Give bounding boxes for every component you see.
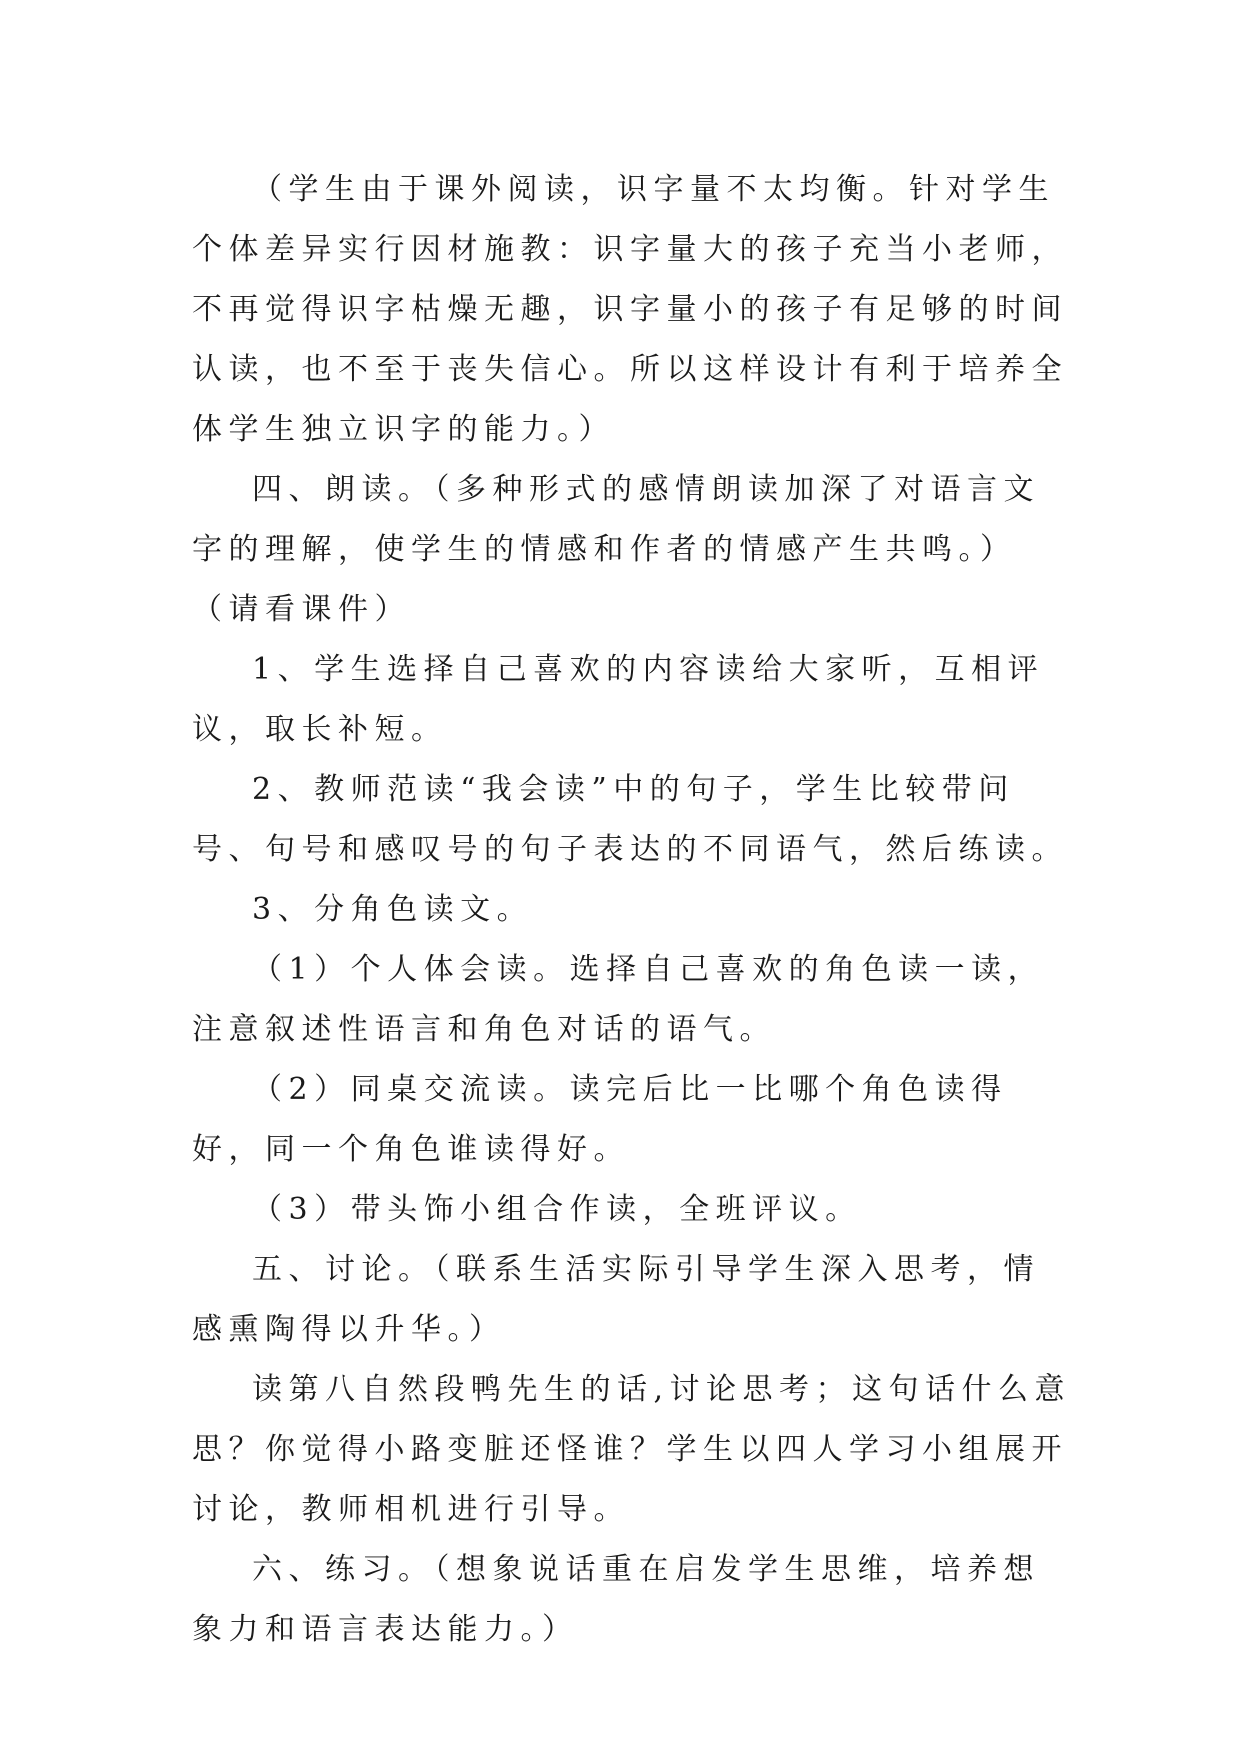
paragraph-substep-1: （1）个人体会读。选择自己喜欢的角色读一读，注意叙述性语言和角色对话的语气。: [192, 952, 1045, 1047]
paragraph-substep-3: （3）带头饰小组合作读，全班评议。: [252, 1192, 862, 1227]
paragraph-section-discussion: 五、讨论。（联系生活实际引导学生深入思考，情感熏陶得以升华。）: [192, 1252, 1040, 1347]
document-body: [192, 160, 1072, 1660]
paragraph-section-practice: 六、练习。（想象说话重在启发学生思维，培养想象力和语言表达能力。）: [192, 1552, 1040, 1647]
paragraph-section-reading-aloud: 四、朗读。（多种形式的感情朗读加深了对语言文字的理解，使学生的情感和作者的情感产生共鸣。）（请看课件）: [192, 472, 1040, 627]
paragraph-step-2: 2、教师范读“我会读”中的句子，学生比较带问号、句号和感叹号的句子表达的不同语气，然后练读。: [192, 772, 1068, 867]
paragraph-note-literacy: （学生由于课外阅读，识字量不太均衡。针对学生个体差异实行因材施教：识字量大的孩子充当小老师，不再觉得识字枯燥无趣，识字量小的孩子有足够的时间认读，也不至于丧失信心。所以这样设计有利于培养全体学生独立识字的能力。）: [192, 172, 1068, 447]
paragraph-step-1: 1、学生选择自己喜欢的内容读给大家听，互相评议，取长补短。: [192, 652, 1045, 747]
paragraph-step-3: 3、分角色读文。: [252, 892, 534, 927]
paragraph-substep-2: （2）同桌交流读。读完后比一比哪个角色读得好，同一个角色谁读得好。: [192, 1072, 1008, 1167]
paragraph-discussion-body: 读第八自然段鸭先生的话,讨论思考；这句话什么意思？你觉得小路变脏还怪谁？学生以四人学习小组展开讨论，教师相机进行引导。: [192, 1372, 1072, 1527]
